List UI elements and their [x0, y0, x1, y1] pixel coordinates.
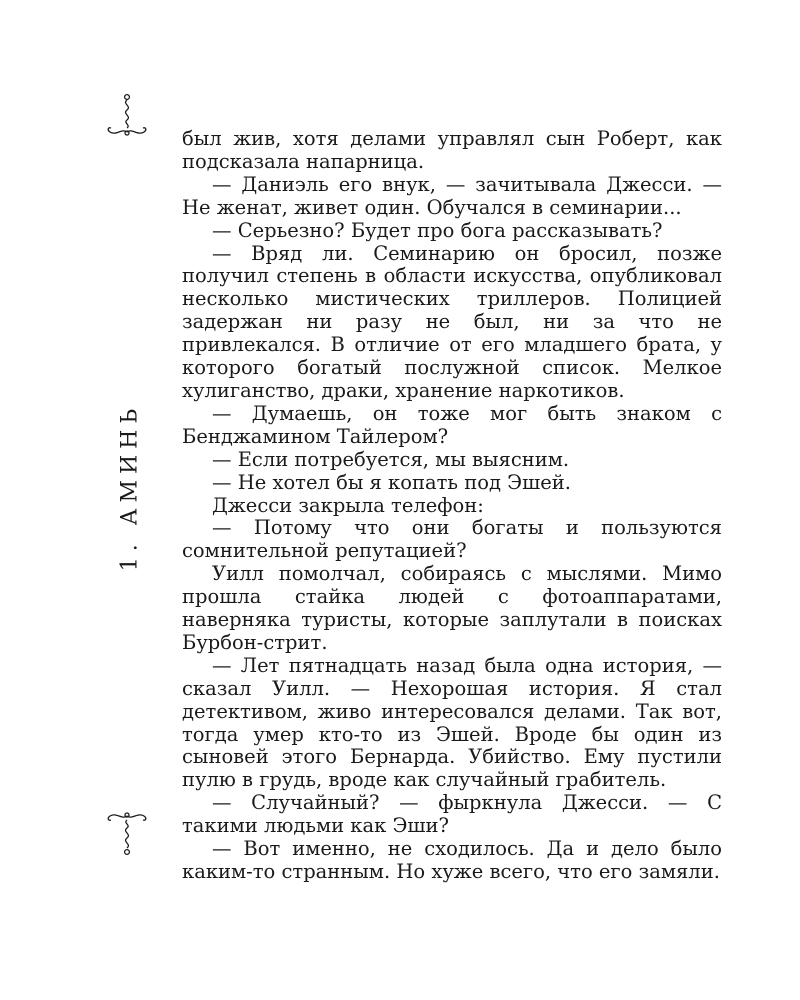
running-head: [110, 402, 150, 572]
paragraph: был жив, хотя делами управлял сын Роберт, как подсказала напарница.: [182, 127, 722, 173]
flourish-ornament-icon: [104, 806, 150, 858]
chapter-title: 1. АМИНЬ: [117, 402, 143, 572]
paragraph: — Даниэль его внук, — зачитывала Джесси. — Не женат, живет один. Обучался в семинарии...: [182, 172, 722, 219]
paragraph: — Думаешь, он тоже мог быть знаком с Бенджамином Тайлером?: [182, 401, 722, 448]
paragraph: — Лет пятнадцать назад была одна история, — сказал Уилл. — Нехорошая история. Я стал детективом, живо интересовался делами. Так вот, тогда умер кто-то из Эшей. Вроде бы один из сыновей этого Бернарда. Убийство. Ему пустили пулю в грудь, вроде как случайный грабитель.: [182, 653, 722, 792]
flourish-ornament-icon: [104, 92, 150, 144]
paragraph: — Случайный? — фыркнула Джесси. — С такими людьми как Эши?: [182, 791, 722, 838]
paragraph: — Не хотел бы я копать под Эшей.: [212, 470, 571, 494]
page-body: [182, 128, 722, 884]
paragraph: Уилл помолчал, собираясь с мыслями. Мимо прошла стайка людей с фотоаппаратами, наверняка туристы, которые заплутали в поисках Бурбон-стрит.: [182, 562, 722, 654]
paragraph: — Вот именно, не сходилось. Да и дело было каким-то странным. Но хуже всего, что его замяли.: [182, 837, 722, 883]
paragraph: — Серьезно? Будет про бога рассказывать?: [212, 218, 663, 242]
paragraph: — Вряд ли. Семинарию он бросил, позже получил степень в области искусства, опубликовал несколько мистических триллеров. Полицией задержан ни разу не был, ни за что не привлекался. В отличие от его младшего брата, у которого богатый послужной список. Мелкое хулиганство, драки, хранение наркотиков.: [182, 241, 722, 402]
paragraph: Джесси закрыла телефон:: [212, 493, 484, 517]
paragraph: — Потому что они богаты и пользуются сомнительной репутацией?: [182, 516, 722, 563]
paragraph: — Если потребуется, мы выясним.: [212, 447, 570, 471]
